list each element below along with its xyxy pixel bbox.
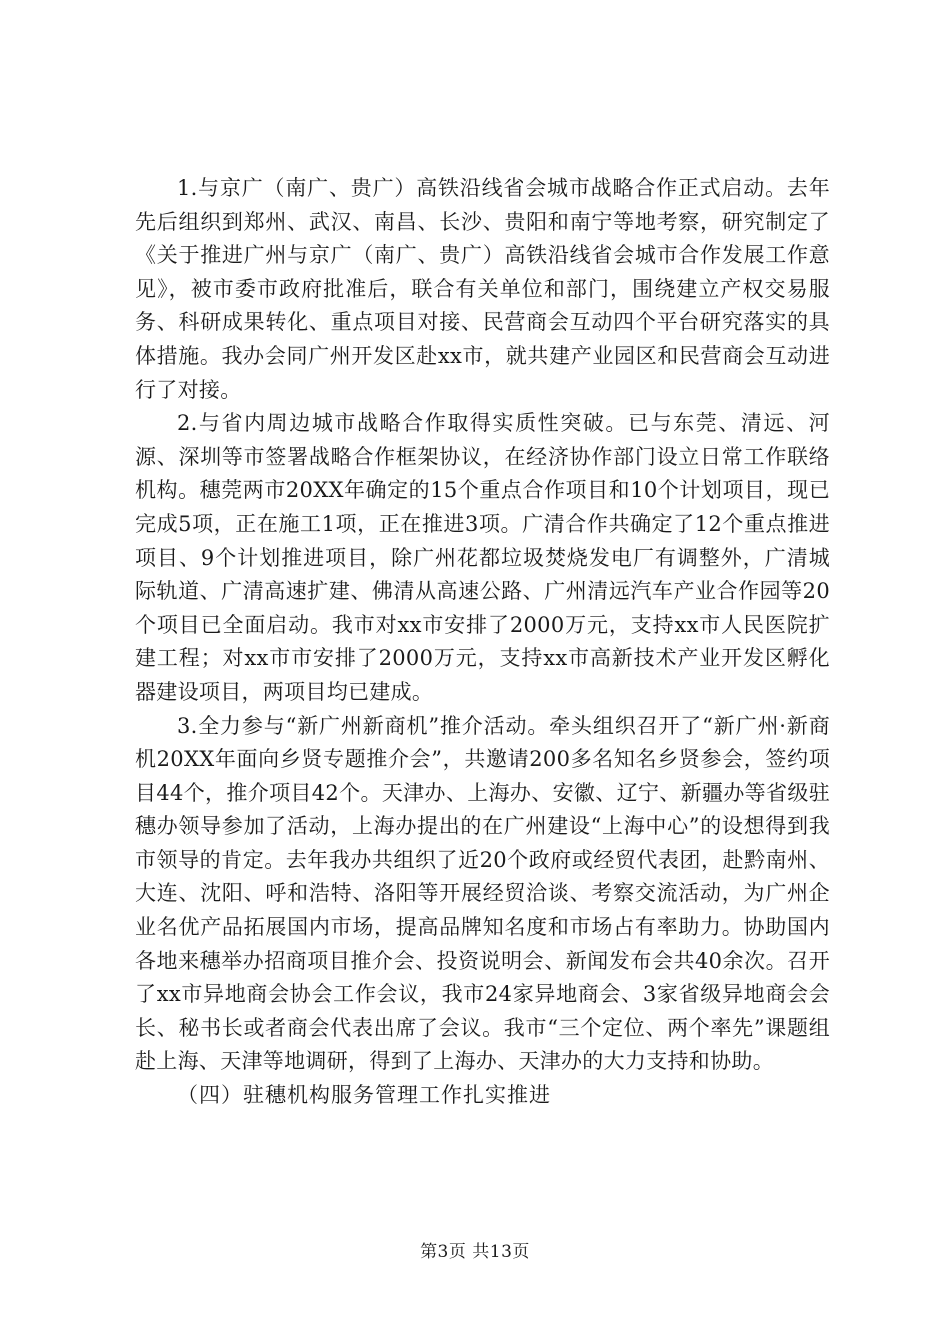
- paragraph-3: 3.全力参与“新广州新商机”推介活动。牵头组织召开了“新广州·新商机20XX年面向乡贤专题推介会”，共邀请200多名知名乡贤参会，签约项目44个，推介项目42个。天津办、上海办、安徽、辽宁、新疆办等省级驻穗办领导参加了活动，上海办提出的在广州建设“上海中心”的设想得到我市领导的肯定。去年我办共组织了近20个政府或经贸代表团，赴黔南州、大连、沈阳、呼和浩特、洛阳等开展经贸洽谈、考察交流活动，为广州企业名优产品拓展国内市场，提高品牌知名度和市场占有率助力。协助国内各地来穗举办招商项目推介会、投资说明会、新闻发布会共40余次。召开了xx市异地商会协会工作会议，我市24家异地商会、3家省级异地商会会长、秘书长或者商会代表出席了会议。我市“三个定位、两个率先”课题组赴上海、天津等地调研，得到了上海办、天津办的大力支持和协助。: [135, 713, 830, 1074]
- page-number: 第3页 共13页: [420, 1242, 530, 1262]
- paragraph-1: 1.与京广（南广、贵广）高铁沿线省会城市战略合作正式启动。去年先后组织到郑州、武汉、南昌、长沙、贵阳和南宁等地考察，研究制定了《关于推进广州与京广（南广、贵广）高铁沿线省会城市合作发展工作意见》，被市委市政府批准后，联合有关单位和部门，围绕建立产权交易服务、科研成果转化、重点项目对接、民营商会互动四个平台研究落实的具体措施。我办会同广州开发区赴xx市，就共建产业园区和民营商会互动进行了对接。: [135, 176, 830, 402]
- document-body: [135, 172, 830, 1113]
- section-heading: （四）驻穗机构服务管理工作扎实推进: [177, 1083, 551, 1108]
- paragraph-2: 2.与省内周边城市战略合作取得实质性突破。已与东莞、清远、河源、深圳等市签署战略合作框架协议，在经济协作部门设立日常工作联络机构。穗莞两市20XX年确定的15个重点合作项目和10个计划项目，现已完成5项，正在施工1项，正在推进3项。广清合作共确定了12个重点推进项目、9个计划推进项目，除广州花都垃圾焚烧发电厂有调整外，广清城际轨道、广清高速扩建、佛清从高速公路、广州清远汽车产业合作园等20个项目已全面启动。我市对xx市安排了2000万元，支持xx市人民医院扩建工程；对xx市市安排了2000万元，支持xx市高新技术产业开发区孵化器建设项目，两项目均已建成。: [135, 411, 830, 704]
- page-footer: [0, 1240, 950, 1264]
